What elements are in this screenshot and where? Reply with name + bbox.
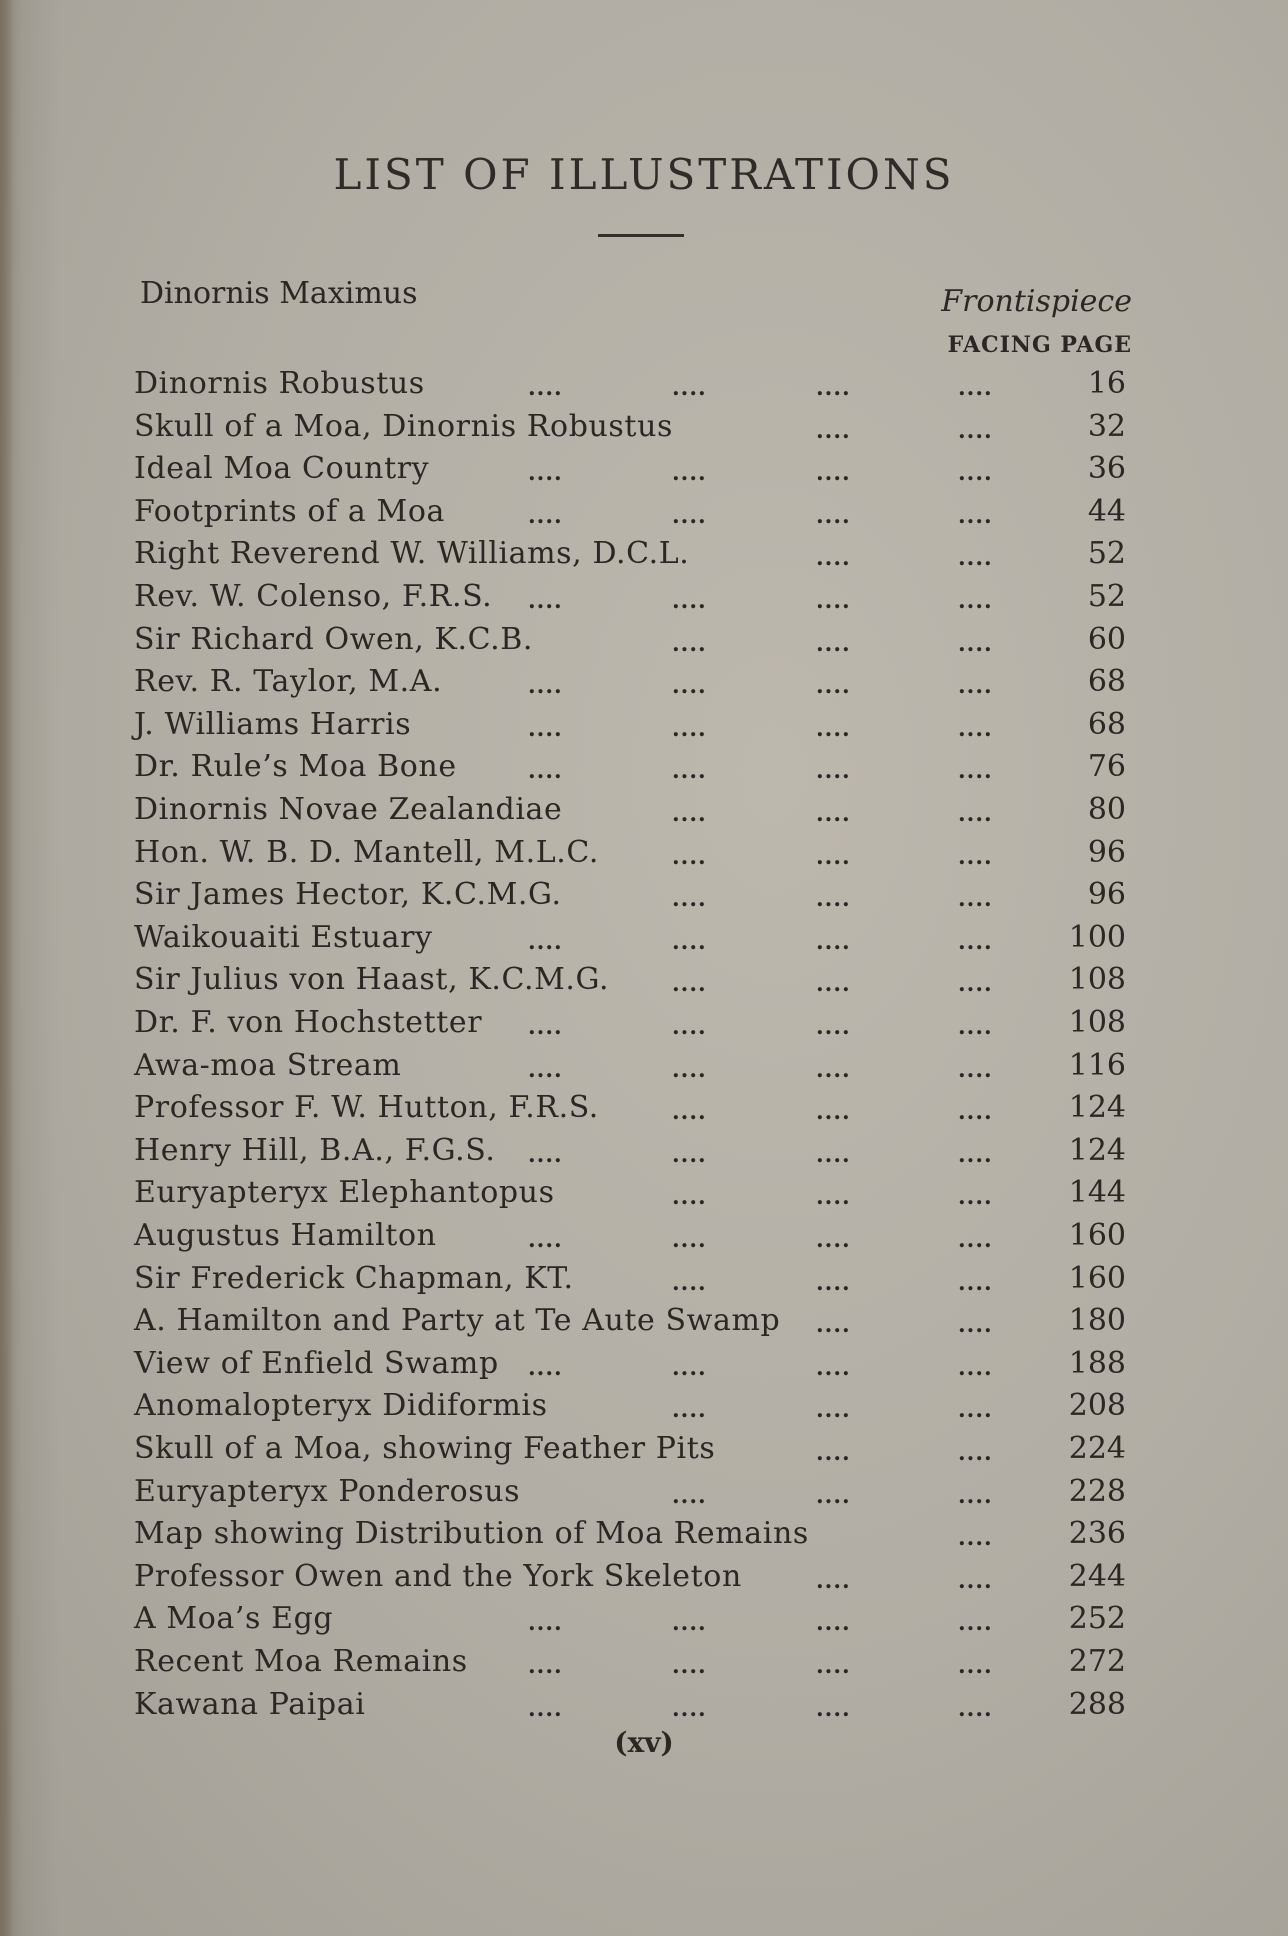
dot-leader: .... bbox=[958, 1653, 993, 1679]
list-item bbox=[0, 1003, 1288, 1043]
illustration-title: Euryapteryx Ponderosus bbox=[134, 1473, 521, 1509]
illustration-page: 252 bbox=[1068, 1601, 1126, 1637]
dot-leader: .... bbox=[672, 758, 707, 785]
illustration-title: Skull of a Moa, showing Feather Pits bbox=[134, 1431, 716, 1466]
dot-leader: .... bbox=[958, 1056, 993, 1083]
frontispiece-name: Dinornis Maximus bbox=[140, 276, 418, 311]
dot-leader: .... bbox=[528, 1141, 563, 1168]
dot-leader: .... bbox=[958, 886, 993, 913]
dot-leader: .... bbox=[816, 1056, 851, 1083]
dot-leader: .... bbox=[528, 1056, 563, 1083]
dot-leader: .... bbox=[816, 630, 851, 657]
illustration-title: Kawana Paipai bbox=[134, 1686, 366, 1722]
dot-leader: .... bbox=[528, 1227, 563, 1253]
dot-leader: .... bbox=[958, 1482, 993, 1509]
illustration-title: J. Williams Harris bbox=[134, 706, 412, 742]
list-item bbox=[0, 705, 1288, 745]
dot-leader: .... bbox=[958, 971, 993, 998]
dot-leader: .... bbox=[958, 1269, 993, 1296]
illustration-page: 124 bbox=[1068, 1090, 1126, 1126]
dot-leader: .... bbox=[672, 1184, 707, 1211]
dot-leader: .... bbox=[816, 1269, 851, 1296]
illustration-title: A Moa’s Egg bbox=[134, 1601, 334, 1637]
illustration-title: Rev. W. Colenso, F.R.S. bbox=[134, 579, 493, 614]
dot-leader: .... bbox=[958, 460, 993, 487]
list-item bbox=[0, 449, 1288, 489]
dot-leader: .... bbox=[958, 1227, 993, 1253]
illustration-page: 228 bbox=[1068, 1473, 1126, 1509]
illustration-page: 44 bbox=[1087, 493, 1126, 529]
dot-leader: .... bbox=[672, 1653, 707, 1679]
dot-leader: .... bbox=[958, 843, 993, 870]
dot-leader: .... bbox=[672, 630, 707, 657]
list-item bbox=[0, 364, 1288, 404]
illustration-title: View of Enfield Swamp bbox=[134, 1345, 499, 1381]
dot-leader: .... bbox=[958, 758, 993, 785]
dot-leader: .... bbox=[958, 1397, 993, 1424]
dot-leader: .... bbox=[528, 715, 563, 742]
illustration-title: Skull of a Moa, Dinornis Robustus bbox=[134, 408, 673, 444]
dot-leader: .... bbox=[816, 673, 851, 700]
dot-leader: .... bbox=[672, 1482, 707, 1509]
illustration-title: Professor Owen and the York Skeleton bbox=[134, 1558, 742, 1594]
dot-leader: .... bbox=[816, 1482, 851, 1509]
illustration-page: 208 bbox=[1068, 1388, 1126, 1424]
illustration-page: 144 bbox=[1068, 1175, 1126, 1211]
list-item bbox=[0, 1259, 1288, 1299]
illustration-page: 80 bbox=[1087, 792, 1126, 827]
illustration-page: 68 bbox=[1087, 706, 1126, 742]
dot-leader: .... bbox=[816, 588, 851, 614]
list-item bbox=[0, 1344, 1288, 1384]
list-item bbox=[0, 1216, 1288, 1256]
dot-leader: .... bbox=[672, 1056, 707, 1083]
illustration-title: Anomalopteryx Didiformis bbox=[134, 1388, 548, 1424]
illustration-page: 288 bbox=[1068, 1686, 1126, 1722]
dot-leader: .... bbox=[816, 460, 851, 487]
list-item bbox=[0, 1514, 1288, 1554]
illustration-title: Sir Richard Owen, K.C.B. bbox=[134, 621, 534, 657]
list-item bbox=[0, 1599, 1288, 1639]
dot-leader: .... bbox=[958, 1525, 993, 1552]
dot-leader: .... bbox=[672, 1354, 707, 1381]
dot-leader: .... bbox=[816, 375, 851, 401]
dot-leader: .... bbox=[816, 545, 851, 572]
illustration-title: Waikouaiti Estuary bbox=[134, 919, 433, 955]
illustration-title: Sir Julius von Haast, K.C.M.G. bbox=[134, 962, 610, 998]
dot-leader: .... bbox=[672, 971, 707, 998]
dot-leader: .... bbox=[528, 673, 563, 700]
dot-leader: .... bbox=[816, 715, 851, 742]
dot-leader: .... bbox=[672, 1227, 707, 1253]
dot-leader: .... bbox=[672, 886, 707, 913]
list-item bbox=[0, 534, 1288, 574]
list-item bbox=[0, 1173, 1288, 1213]
illustration-page: 36 bbox=[1087, 451, 1126, 487]
dot-leader: .... bbox=[672, 1610, 707, 1637]
list-item bbox=[0, 1472, 1288, 1512]
illustration-title: A. Hamilton and Party at Te Aute Swamp bbox=[134, 1303, 781, 1339]
dot-leader: .... bbox=[528, 1354, 563, 1381]
list-item bbox=[0, 1642, 1288, 1682]
illustration-title: Henry Hill, B.A., F.G.S. bbox=[134, 1132, 496, 1168]
dot-leader: .... bbox=[816, 758, 851, 785]
list-item bbox=[0, 918, 1288, 958]
list-item bbox=[0, 1301, 1288, 1341]
illustration-title: Footprints of a Moa bbox=[134, 493, 445, 529]
illustration-title: Ideal Moa Country bbox=[134, 451, 430, 487]
list-item bbox=[0, 1088, 1288, 1128]
dot-leader: .... bbox=[816, 1440, 851, 1466]
dot-leader: .... bbox=[958, 1354, 993, 1381]
dot-leader: .... bbox=[672, 588, 707, 614]
dot-leader: .... bbox=[816, 1695, 851, 1722]
dot-leader: .... bbox=[672, 502, 707, 529]
dot-leader: .... bbox=[528, 460, 563, 487]
illustration-page: 32 bbox=[1087, 408, 1126, 444]
illustration-page: 96 bbox=[1087, 834, 1126, 870]
dot-leader: .... bbox=[672, 1695, 707, 1722]
dot-leader: .... bbox=[672, 1397, 707, 1424]
list-item bbox=[0, 833, 1288, 873]
dot-leader: .... bbox=[816, 971, 851, 998]
dot-leader: .... bbox=[816, 1312, 851, 1339]
dot-leader: .... bbox=[958, 588, 993, 614]
illustration-page: 100 bbox=[1068, 919, 1126, 955]
illustration-page: 96 bbox=[1087, 877, 1126, 913]
dot-leader: .... bbox=[816, 1014, 851, 1040]
illustration-title: Sir Frederick Chapman, KT. bbox=[134, 1260, 574, 1296]
dot-leader: .... bbox=[958, 1014, 993, 1040]
list-item bbox=[0, 492, 1288, 532]
illustration-page: 76 bbox=[1087, 749, 1126, 785]
dot-leader: .... bbox=[528, 375, 563, 401]
dot-leader: .... bbox=[672, 928, 707, 955]
illustration-page: 224 bbox=[1068, 1431, 1126, 1466]
page-folio: (xv) bbox=[614, 1726, 674, 1759]
illustration-page: 272 bbox=[1068, 1644, 1126, 1679]
dot-leader: .... bbox=[672, 1269, 707, 1296]
list-item bbox=[0, 620, 1288, 660]
dot-leader: .... bbox=[672, 1099, 707, 1126]
list-item bbox=[0, 1386, 1288, 1426]
column-header: FACING PAGE bbox=[947, 332, 1132, 358]
illustration-page: 60 bbox=[1087, 621, 1126, 657]
list-item bbox=[0, 1131, 1288, 1171]
illustration-page: 16 bbox=[1087, 366, 1126, 401]
dot-leader: .... bbox=[816, 502, 851, 529]
dot-leader: .... bbox=[672, 673, 707, 700]
dot-leader: .... bbox=[528, 1695, 563, 1722]
dot-leader: .... bbox=[672, 801, 707, 827]
dot-leader: .... bbox=[816, 1099, 851, 1126]
illustration-page: 160 bbox=[1068, 1260, 1126, 1296]
dot-leader: .... bbox=[816, 843, 851, 870]
list-item bbox=[0, 747, 1288, 787]
illustration-title: Right Reverend W. Williams, D.C.L. bbox=[134, 536, 690, 572]
dot-leader: .... bbox=[958, 1099, 993, 1126]
dot-leader: .... bbox=[958, 1184, 993, 1211]
list-item bbox=[0, 1557, 1288, 1597]
dot-leader: .... bbox=[816, 1567, 851, 1594]
list-item bbox=[0, 875, 1288, 915]
dot-leader: .... bbox=[528, 1610, 563, 1637]
list-item bbox=[0, 662, 1288, 702]
dot-leader: .... bbox=[958, 545, 993, 572]
dot-leader: .... bbox=[528, 1014, 563, 1040]
dot-leader: .... bbox=[958, 630, 993, 657]
list-item bbox=[0, 1685, 1288, 1725]
frontispiece-label: Frontispiece bbox=[941, 284, 1132, 319]
dot-leader: .... bbox=[958, 1695, 993, 1722]
dot-leader: .... bbox=[816, 886, 851, 913]
dot-leader: .... bbox=[528, 502, 563, 529]
dot-leader: .... bbox=[958, 1312, 993, 1339]
illustration-title: Dr. F. von Hochstetter bbox=[134, 1005, 483, 1040]
dot-leader: .... bbox=[816, 1227, 851, 1253]
dot-leader: .... bbox=[958, 801, 993, 827]
dot-leader: .... bbox=[528, 928, 563, 955]
illustration-title: Dinornis Novae Zealandiae bbox=[134, 792, 563, 827]
dot-leader: .... bbox=[672, 715, 707, 742]
dot-leader: .... bbox=[816, 1184, 851, 1211]
illustration-title: Sir James Hector, K.C.M.G. bbox=[134, 877, 562, 913]
list-item bbox=[0, 577, 1288, 617]
dot-leader: .... bbox=[816, 1397, 851, 1424]
dot-leader: .... bbox=[528, 758, 563, 785]
illustration-page: 52 bbox=[1087, 536, 1126, 572]
illustration-page: 236 bbox=[1068, 1516, 1126, 1552]
dot-leader: .... bbox=[958, 1141, 993, 1168]
illustration-page: 68 bbox=[1087, 664, 1126, 700]
dot-leader: .... bbox=[816, 1610, 851, 1637]
illustration-title: Augustus Hamilton bbox=[134, 1218, 437, 1253]
page-title: LIST OF ILLUSTRATIONS bbox=[333, 150, 955, 199]
illustration-title: Dinornis Robustus bbox=[134, 366, 425, 401]
illustration-title: Recent Moa Remains bbox=[134, 1644, 468, 1679]
dot-leader: .... bbox=[958, 928, 993, 955]
illustration-title: Dr. Rule’s Moa Bone bbox=[134, 749, 457, 785]
illustration-page: 124 bbox=[1068, 1132, 1126, 1168]
dot-leader: .... bbox=[816, 1653, 851, 1679]
list-item bbox=[0, 960, 1288, 1000]
dot-leader: .... bbox=[958, 1440, 993, 1466]
illustration-page: 244 bbox=[1068, 1558, 1126, 1594]
illustration-title: Professor F. W. Hutton, F.R.S. bbox=[134, 1090, 599, 1126]
illustration-page: 180 bbox=[1068, 1303, 1126, 1339]
illustration-page: 160 bbox=[1068, 1218, 1126, 1253]
list-item bbox=[0, 1046, 1288, 1086]
dot-leader: .... bbox=[672, 375, 707, 401]
list-item bbox=[0, 407, 1288, 447]
list-item bbox=[0, 1429, 1288, 1469]
dot-leader: .... bbox=[816, 928, 851, 955]
illustration-title: Rev. R. Taylor, M.A. bbox=[134, 664, 443, 700]
dot-leader: .... bbox=[672, 1141, 707, 1168]
dot-leader: .... bbox=[528, 1653, 563, 1679]
dot-leader: .... bbox=[816, 1141, 851, 1168]
dot-leader: .... bbox=[958, 1610, 993, 1637]
dot-leader: .... bbox=[958, 673, 993, 700]
dot-leader: .... bbox=[816, 417, 851, 444]
dot-leader: .... bbox=[958, 417, 993, 444]
illustration-title: Hon. W. B. D. Mantell, M.L.C. bbox=[134, 834, 599, 870]
illustration-title: Awa-moa Stream bbox=[134, 1047, 402, 1083]
dot-leader: .... bbox=[958, 375, 993, 401]
dot-leader: .... bbox=[672, 1014, 707, 1040]
illustration-page: 108 bbox=[1068, 1005, 1126, 1040]
illustration-page: 52 bbox=[1087, 579, 1126, 614]
dot-leader: .... bbox=[672, 843, 707, 870]
dot-leader: .... bbox=[816, 801, 851, 827]
dot-leader: .... bbox=[672, 460, 707, 487]
illustration-page: 188 bbox=[1068, 1345, 1126, 1381]
dot-leader: .... bbox=[528, 588, 563, 614]
illustration-title: Euryapteryx Elephantopus bbox=[134, 1175, 555, 1211]
list-item bbox=[0, 790, 1288, 830]
illustration-title: Map showing Distribution of Moa Remains bbox=[134, 1516, 809, 1552]
dot-leader: .... bbox=[958, 715, 993, 742]
dot-leader: .... bbox=[958, 1567, 993, 1594]
illustration-page: 108 bbox=[1068, 962, 1126, 998]
dot-leader: .... bbox=[958, 502, 993, 529]
dot-leader: .... bbox=[816, 1354, 851, 1381]
illustration-page: 116 bbox=[1068, 1047, 1126, 1083]
